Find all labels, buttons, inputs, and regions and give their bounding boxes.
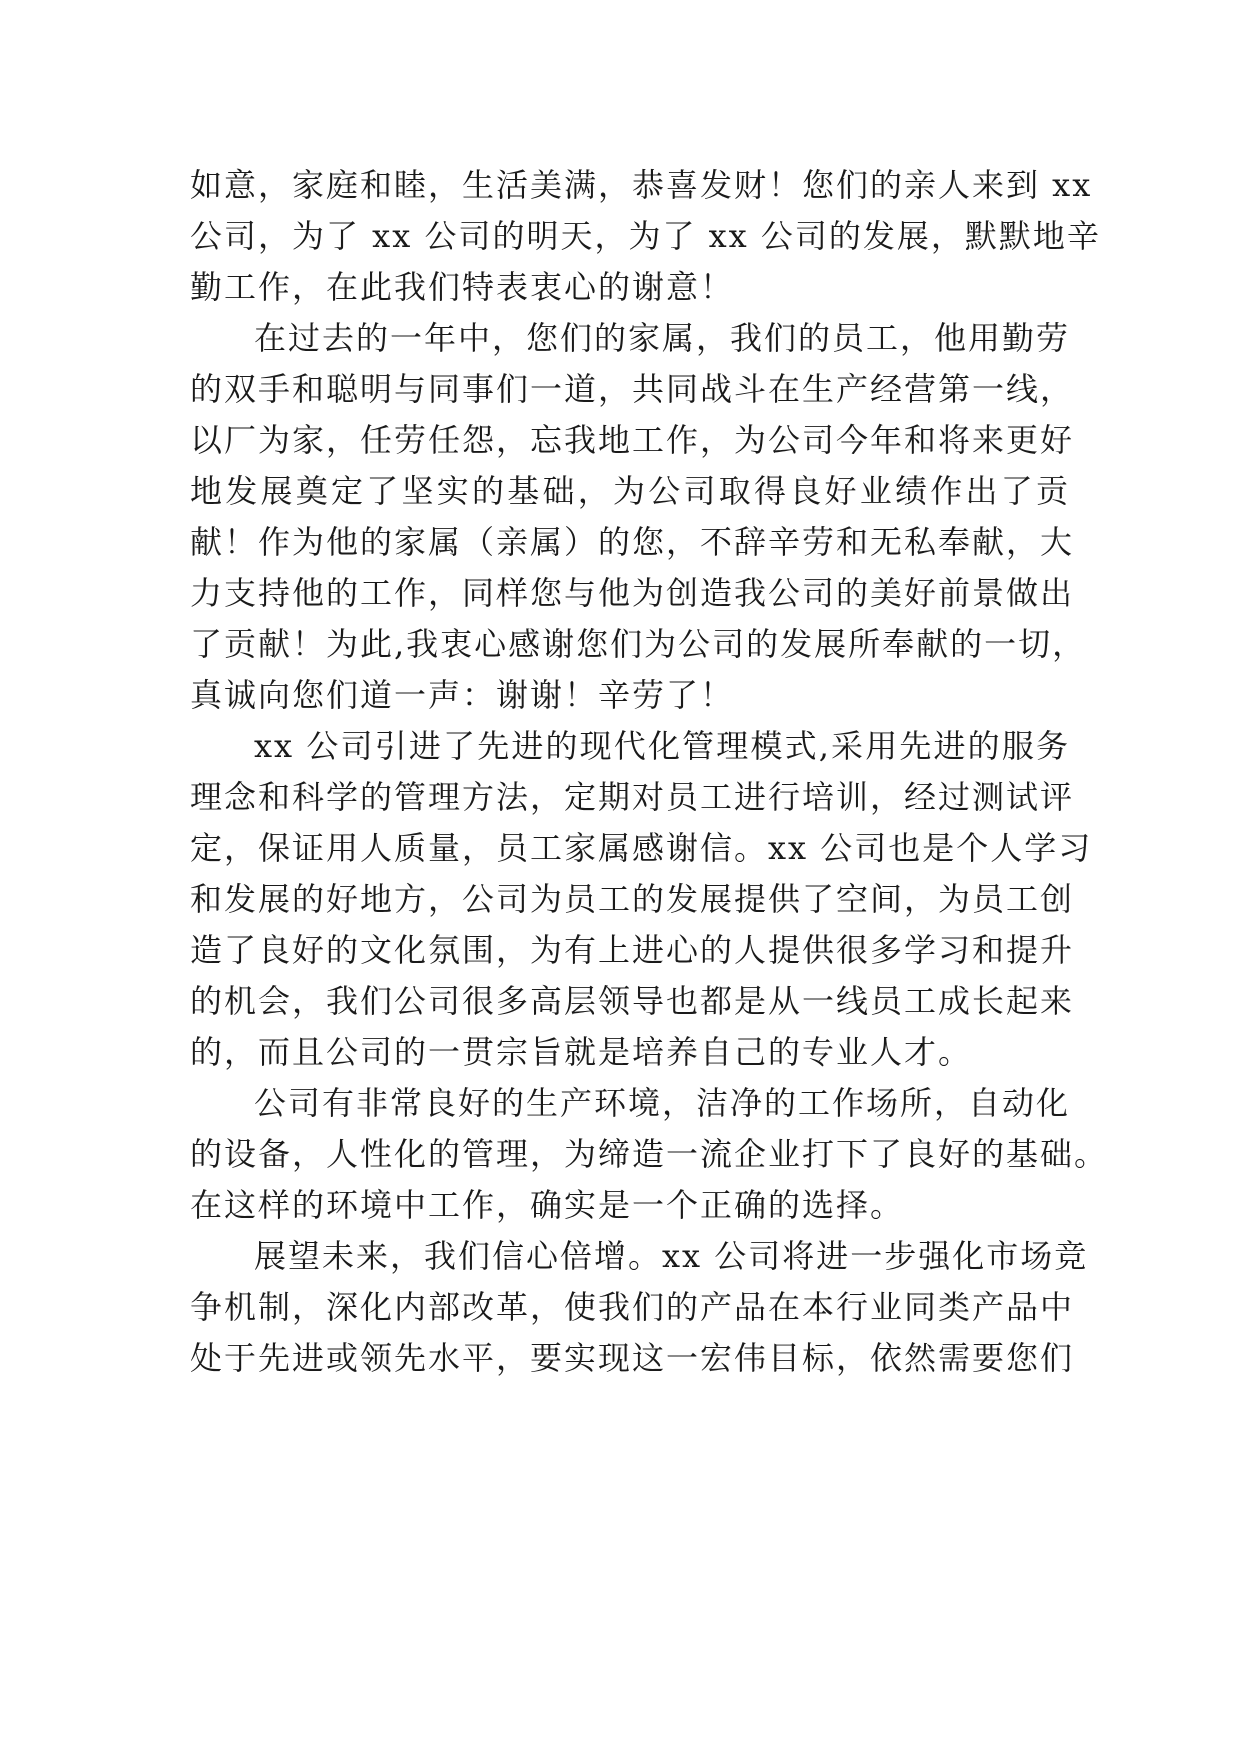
- text-line: 的双手和聪明与同事们一道，共同战斗在生产经营第一线，: [190, 370, 1075, 408]
- text-line: 在这样的环境中工作，确实是一个正确的选择。: [190, 1186, 905, 1224]
- text-line: 以厂为家，任劳任怨，忘我地工作，为公司今年和将来更好: [190, 421, 1075, 459]
- text-line: 在过去的一年中，您们的家属，我们的员工，他用勤劳: [254, 319, 1071, 357]
- letter-body: [190, 160, 1109, 1384]
- text-line: 的机会，我们公司很多高层领导也都是从一线员工成长起来: [190, 982, 1075, 1020]
- text-line: 勤工作，在此我们特表衷心的谢意！: [190, 268, 735, 306]
- text-line: 真诚向您们道一声：谢谢！辛劳了！: [190, 676, 735, 714]
- text-line: 的设备，人性化的管理，为缔造一流企业打下了良好的基础。: [190, 1135, 1109, 1173]
- text-line: 展望未来，我们信心倍增。xx 公司将进一步强化市场竞: [254, 1237, 1089, 1275]
- text-line: 公司，为了 xx 公司的明天，为了 xx 公司的发展，默默地辛: [190, 217, 1101, 255]
- text-line: 地发展奠定了坚实的基础，为公司取得良好业绩作出了贡: [190, 472, 1070, 510]
- text-line: 力支持他的工作，同样您与他为创造我公司的美好前景做出: [190, 574, 1075, 612]
- text-line: 定，保证用人质量，员工家属感谢信。xx 公司也是个人学习: [190, 829, 1093, 867]
- paragraph: [190, 1231, 1089, 1384]
- text-line: 和发展的好地方，公司为员工的发展提供了空间，为员工创: [190, 880, 1075, 918]
- paragraph: [190, 1078, 1109, 1231]
- text-line: 公司有非常良好的生产环境，洁净的工作场所，自动化: [254, 1084, 1071, 1122]
- text-line: 造了良好的文化氛围，为有上进心的人提供很多学习和提升: [190, 931, 1075, 969]
- text-line: 了贡献！为此,我衷心感谢您们为公司的发展所奉献的一切，: [190, 625, 1087, 663]
- text-line: xx 公司引进了先进的现代化管理模式,采用先进的服务: [254, 727, 1070, 765]
- text-line: 如意，家庭和睦，生活美满，恭喜发财！您们的亲人来到 xx: [190, 166, 1093, 204]
- text-line: 献！作为他的家属（亲属）的您，不辞辛劳和无私奉献，大: [190, 523, 1075, 561]
- text-line: 处于先进或领先水平，要实现这一宏伟目标，依然需要您们: [190, 1339, 1075, 1377]
- text-line: 理念和科学的管理方法，定期对员工进行培训，经过测试评: [190, 778, 1075, 816]
- paragraph: [190, 313, 1087, 721]
- paragraph: [190, 721, 1093, 1078]
- paragraph: [190, 160, 1101, 313]
- text-line: 争机制，深化内部改革，使我们的产品在本行业同类产品中: [190, 1288, 1075, 1326]
- text-line: 的，而且公司的一贯宗旨就是培养自己的专业人才。: [190, 1033, 973, 1071]
